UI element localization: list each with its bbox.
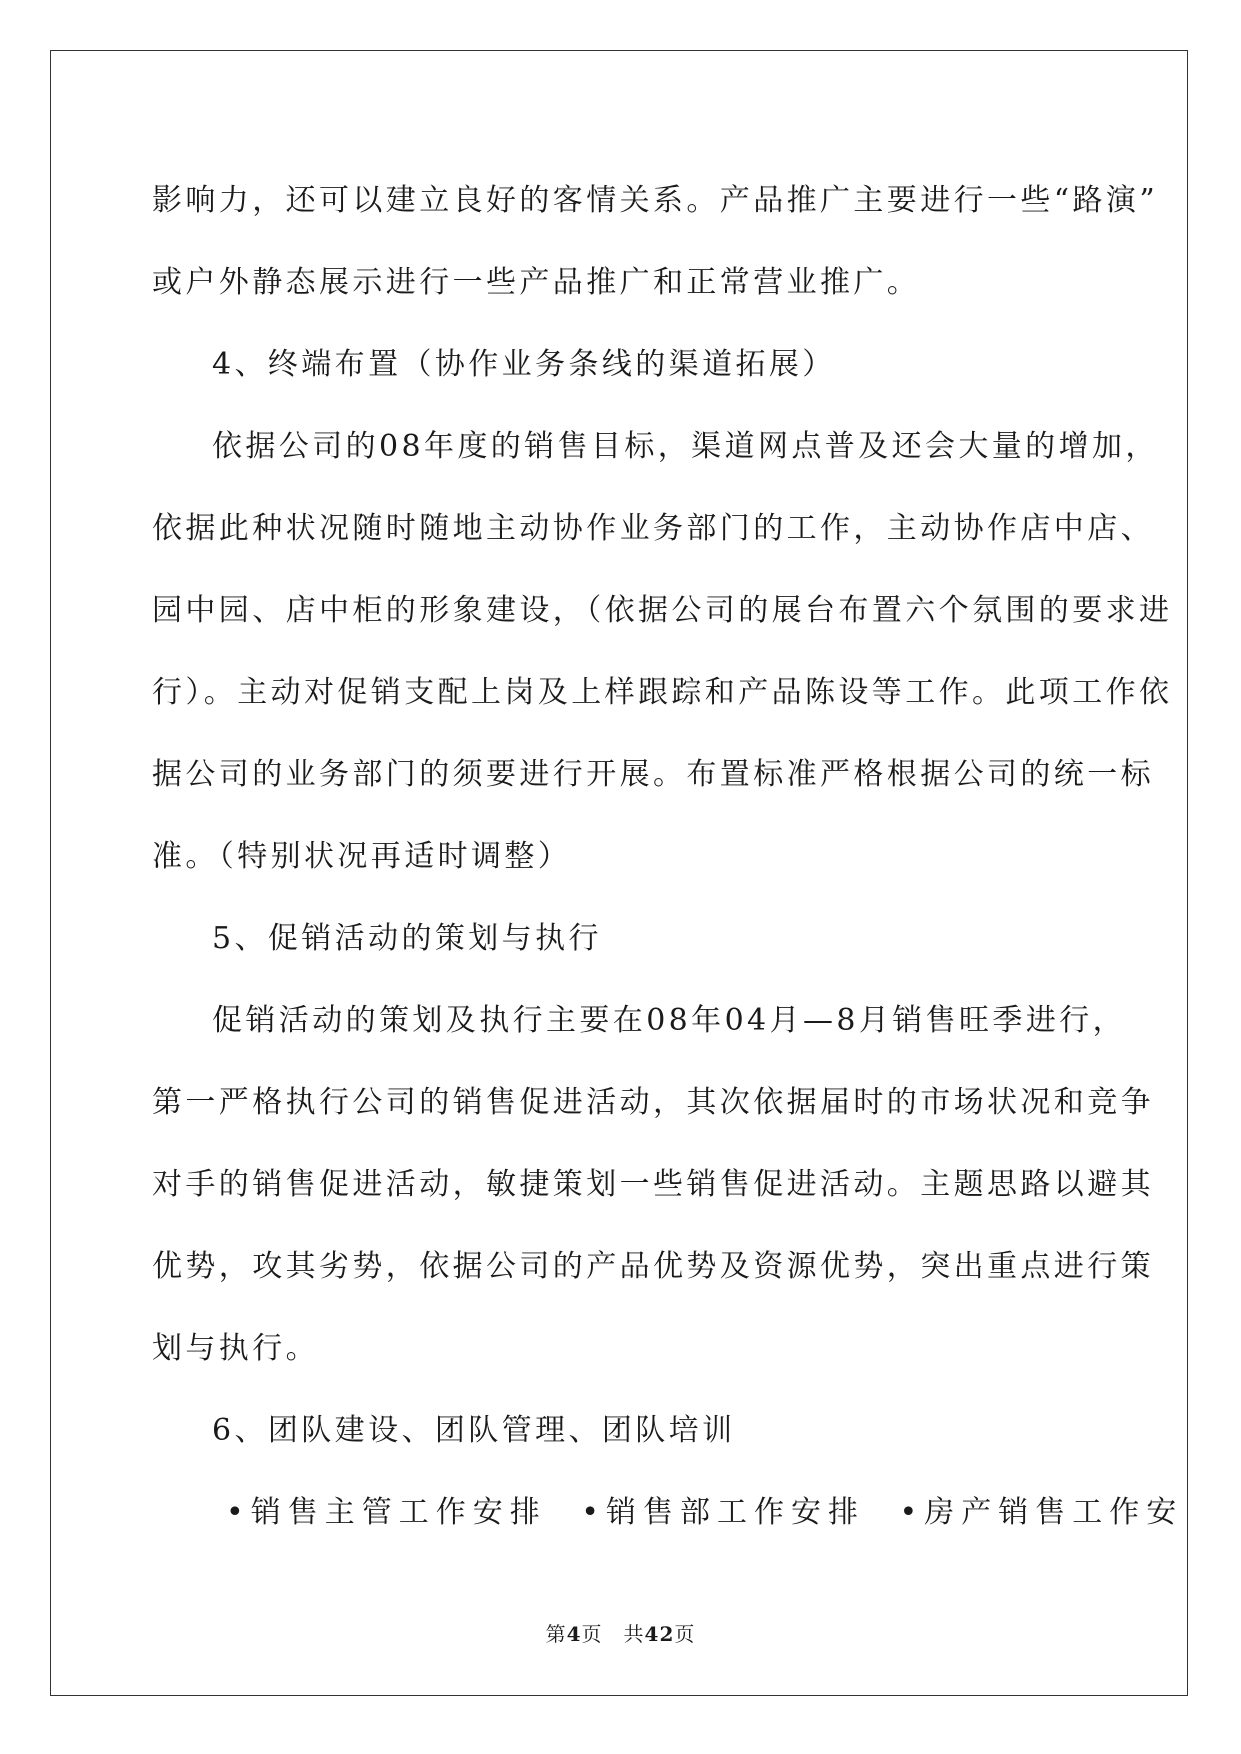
section-heading: 4、终端布置（协作业务条线的渠道拓展）: [212, 347, 836, 382]
paragraph-line: 第一严格执行公司的销售促进活动，其次依据届时的市场状况和竞争: [152, 1085, 1154, 1120]
paragraph-line: 行）。主动对促销支配上岗及上样跟踪和产品陈设等工作。此项工作依: [152, 675, 1173, 710]
section-heading: 6、团队建设、团队管理、团队培训: [212, 1413, 736, 1448]
paragraph-line: 准。（特别状况再适时调整）: [152, 839, 572, 874]
footer-mid: 页 共: [581, 1622, 645, 1646]
current-page-number: 4: [566, 1622, 582, 1646]
paragraph-line: 影响力，还可以建立良好的客情关系。产品推广主要进行一些“路演”: [152, 183, 1159, 218]
paragraph-line: 园中园、店中柜的形象建设，（依据公司的展台布置六个氛围的要求进: [152, 593, 1173, 628]
paragraph-line: 或户外静态展示进行一些产品推广和正常营业推广。: [152, 265, 921, 300]
related-link[interactable]: •销售主管工作安排: [226, 1495, 547, 1530]
paragraph-line: 依据公司的08年度的销售目标，渠道网点普及还会大量的增加，: [212, 429, 1159, 464]
paragraph-line: 促销活动的策划及执行主要在08年04月—8月销售旺季进行，: [212, 1003, 1127, 1038]
paragraph-line: 划与执行。: [152, 1331, 319, 1366]
section-heading: 5、促销活动的策划与执行: [212, 921, 602, 956]
footer-prefix: 第: [545, 1622, 567, 1646]
total-page-number: 42: [644, 1622, 675, 1646]
footer-suffix: 页: [674, 1622, 696, 1646]
document-body: [152, 160, 1184, 1554]
paragraph-line: 据公司的业务部门的须要进行开展。布置标准严格根据公司的统一标: [152, 757, 1154, 792]
page-footer: [0, 1618, 1241, 1647]
paragraph-line: 优势，攻其劣势，依据公司的产品优势及资源优势，突出重点进行策: [152, 1249, 1154, 1284]
related-link[interactable]: •销售部工作安排: [581, 1495, 865, 1530]
paragraph-line: 依据此种状况随时随地主动协作业务部门的工作，主动协作店中店、: [152, 511, 1154, 546]
related-link[interactable]: •房产销售工作安: [899, 1495, 1184, 1530]
paragraph-line: 对手的销售促进活动，敏捷策划一些销售促进活动。主题思路以避其: [152, 1167, 1154, 1202]
related-links: [152, 1472, 1184, 1554]
